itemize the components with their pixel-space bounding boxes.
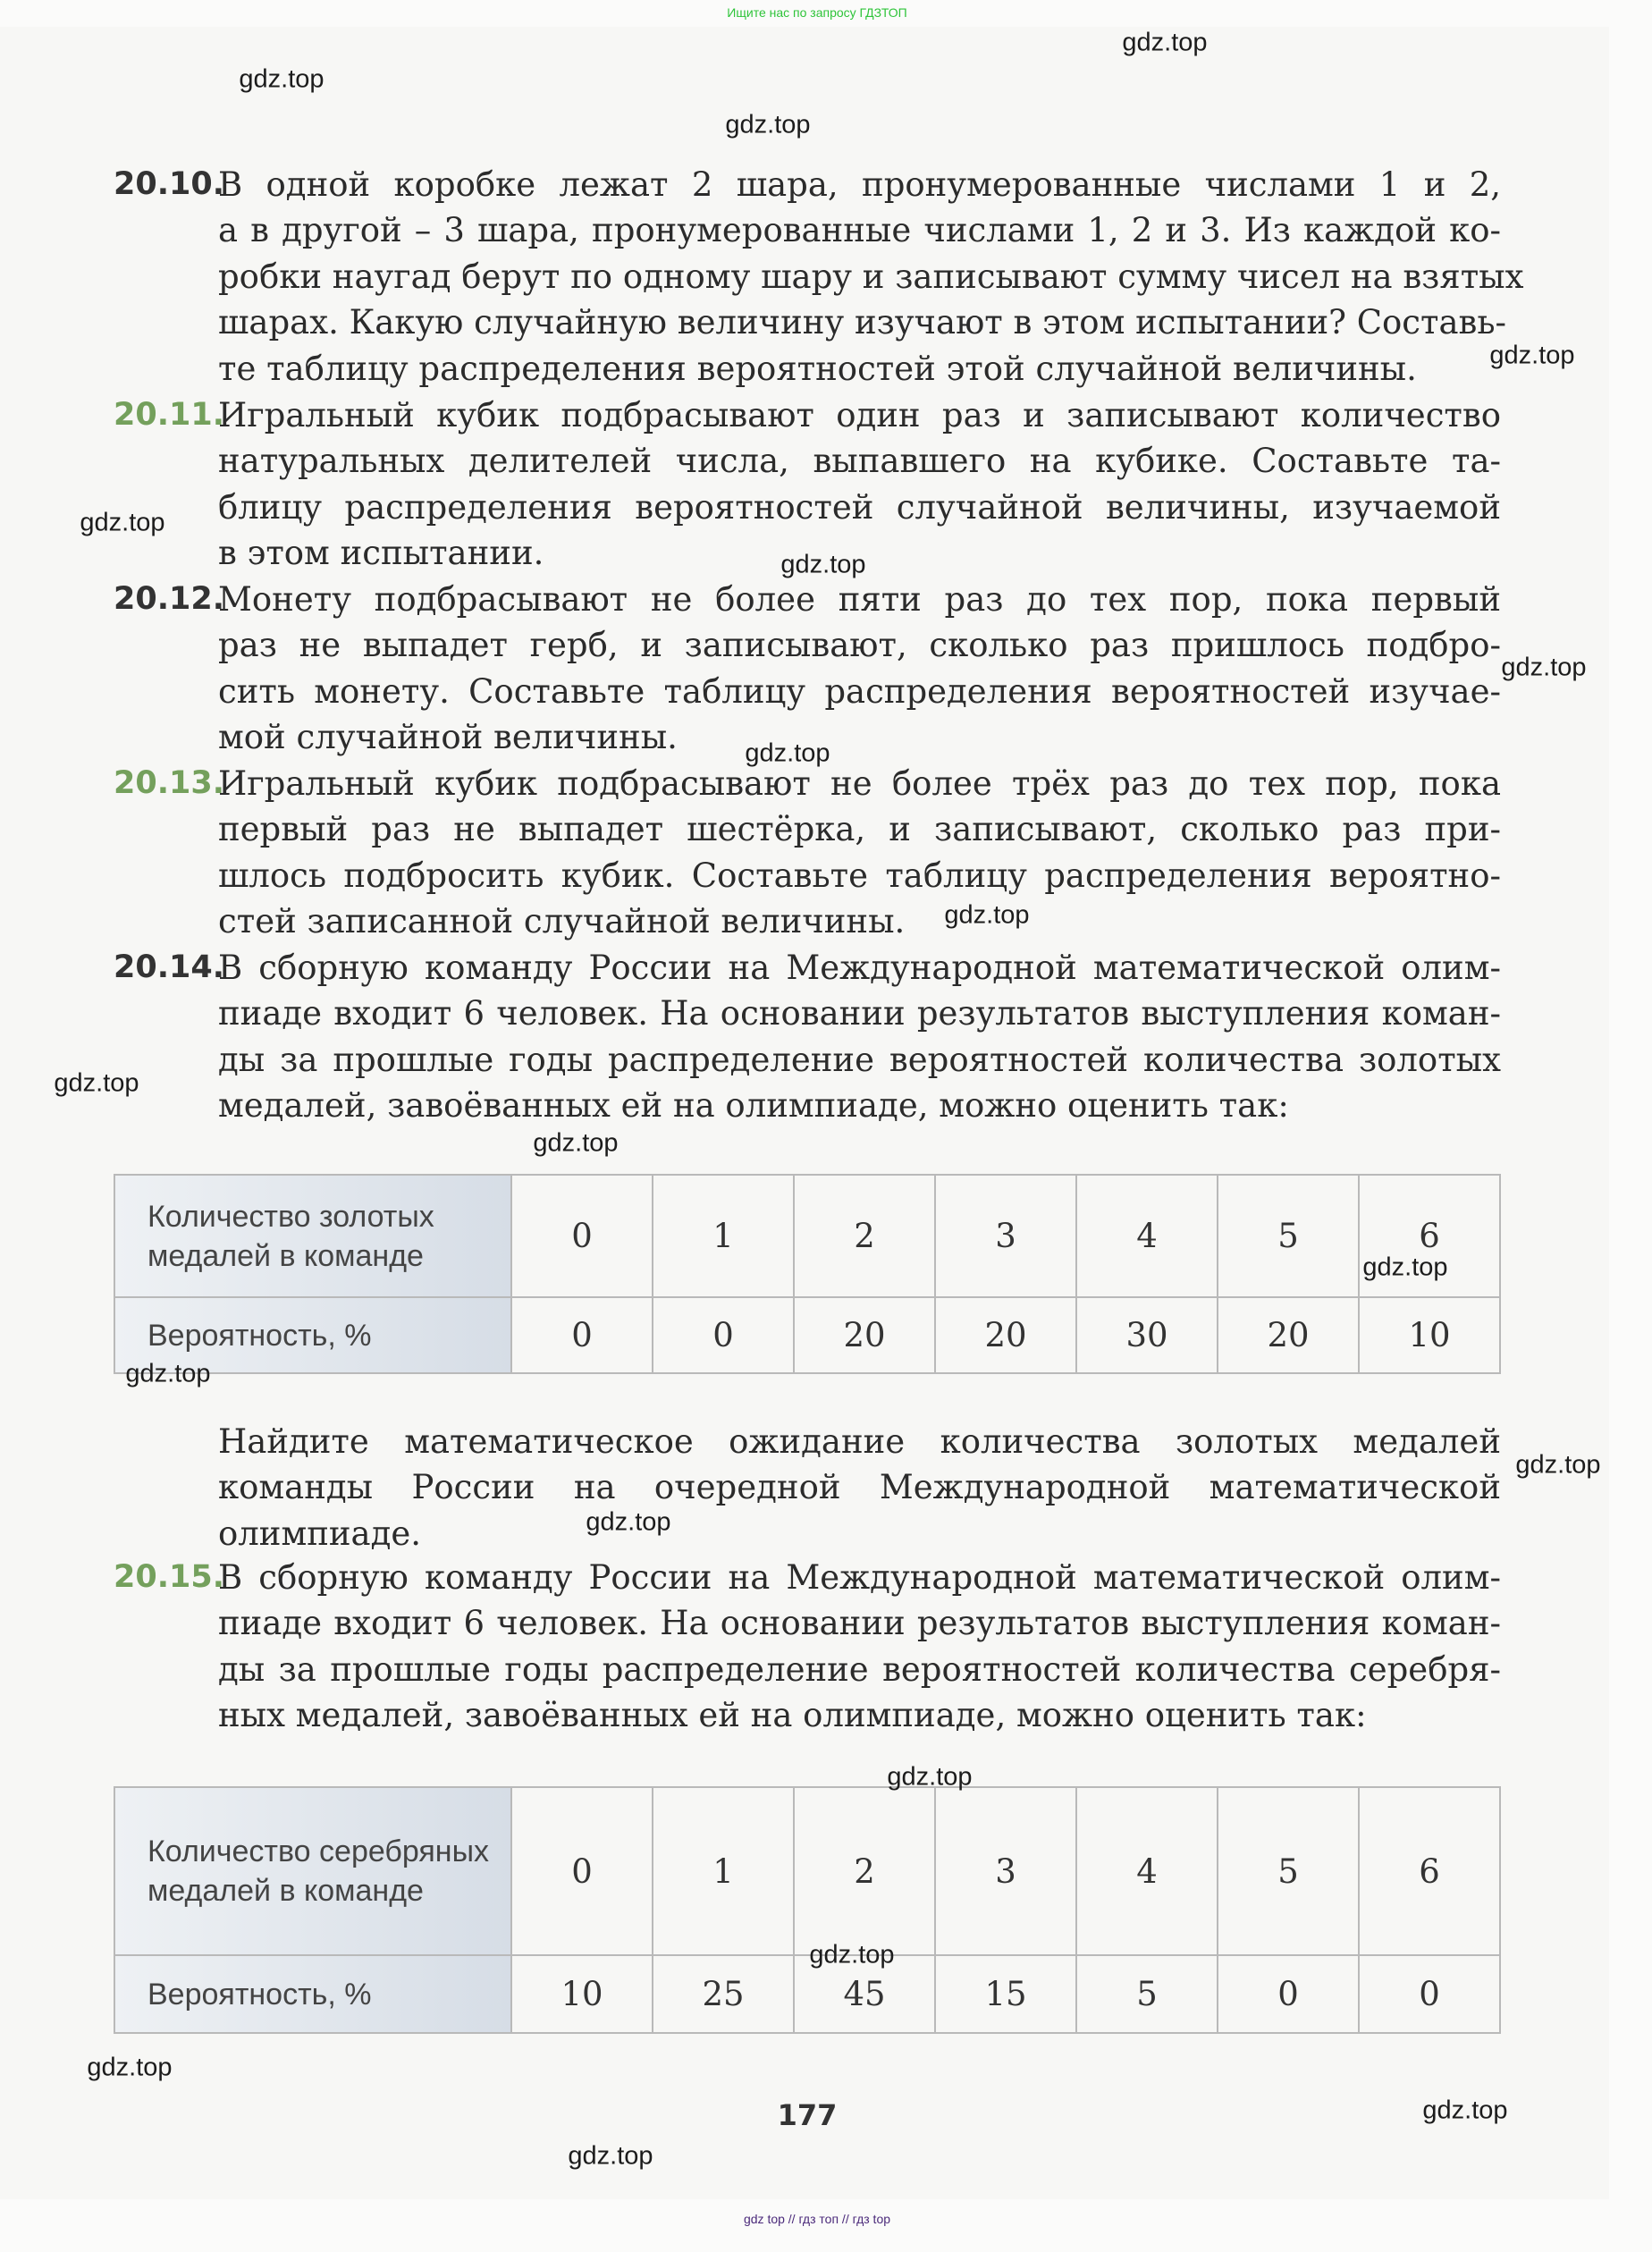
probability-cell: 15 bbox=[935, 1955, 1076, 2033]
watermark: gdz.top bbox=[1422, 2096, 1508, 2125]
text-line: сить монету. Составьте таблицу распределения вероятностей изучае- bbox=[218, 671, 1501, 711]
silver-medals-table bbox=[114, 1786, 1501, 2034]
problem-number: 20.12. bbox=[114, 581, 225, 617]
text-line: В сборную команду России на Международной математической олим- bbox=[218, 1558, 1501, 1597]
text-line: В одной коробке лежат 2 шара, пронумерованные числами 1 и 2, bbox=[218, 165, 1501, 204]
watermark: gdz.top bbox=[54, 1068, 139, 1098]
problem-number: 20.15. bbox=[114, 1559, 225, 1595]
problem-20-15 bbox=[114, 1555, 1501, 1739]
text-line: стей записанной случайной величины. bbox=[218, 902, 906, 941]
watermark: gdz.top bbox=[1122, 28, 1208, 57]
value-cell: 1 bbox=[653, 1175, 794, 1297]
text-line: те таблицу распределения вероятностей этой случайной величины. bbox=[218, 349, 1417, 388]
watermark: gdz.top bbox=[239, 64, 324, 94]
probability-cell: 0 bbox=[511, 1297, 653, 1373]
text-line: мой случайной величины. bbox=[218, 718, 678, 757]
probability-cell: 20 bbox=[794, 1297, 935, 1373]
text-line: пиаде входит 6 человек. На основании результатов выступления коман- bbox=[218, 1604, 1501, 1643]
value-cell: 2 bbox=[794, 1787, 935, 1955]
footer-note: gdz top // гдз топ // гдз top bbox=[743, 2212, 891, 2226]
watermark: gdz.top bbox=[1489, 341, 1575, 370]
problem-20-12 bbox=[114, 577, 1501, 761]
value-cell: 0 bbox=[511, 1175, 653, 1297]
problem-20-11 bbox=[114, 392, 1501, 577]
text-line: первый раз не выпадет шестёрка, и записывают, сколько раз при- bbox=[218, 810, 1501, 849]
watermark: gdz.top bbox=[944, 900, 1030, 930]
problem-20-14 bbox=[114, 945, 1501, 1129]
row-label: Вероятность, % bbox=[114, 1955, 511, 2033]
problem-20-14-question bbox=[114, 1419, 1501, 1556]
probability-cell: 30 bbox=[1076, 1297, 1218, 1373]
row-label: Вероятность, % bbox=[114, 1297, 511, 1373]
watermark: gdz.top bbox=[87, 2053, 173, 2082]
probability-cell: 10 bbox=[511, 1955, 653, 2033]
watermark: gdz.top bbox=[1362, 1253, 1448, 1282]
text-line: робки наугад берут по одному шару и записывают сумму чисел на взятых bbox=[218, 257, 1524, 296]
watermark: gdz.top bbox=[887, 1762, 973, 1792]
value-cell: 0 bbox=[511, 1787, 653, 1955]
probability-cell: 0 bbox=[1218, 1955, 1359, 2033]
value-cell: 6 bbox=[1359, 1175, 1500, 1297]
text-line: натуральных делителей числа, выпавшего на кубике. Составьте та- bbox=[218, 442, 1501, 481]
watermark: gdz.top bbox=[780, 550, 866, 579]
watermark: gdz.top bbox=[725, 110, 811, 139]
watermark: gdz.top bbox=[1515, 1450, 1601, 1480]
value-cell: 3 bbox=[935, 1175, 1076, 1297]
value-cell: 5 bbox=[1218, 1175, 1359, 1297]
text-line: Найдите математическое ожидание количества золотых медалей bbox=[218, 1422, 1501, 1461]
problem-20-10 bbox=[114, 162, 1524, 392]
probability-cell: 0 bbox=[1359, 1955, 1500, 2033]
row-label: Количество золотых медалей в команде bbox=[114, 1175, 511, 1297]
value-cell: 6 bbox=[1359, 1787, 1500, 1955]
watermark: gdz.top bbox=[745, 738, 830, 768]
row-label: Количество серебряных медалей в команде bbox=[114, 1787, 511, 1955]
value-cell: 1 bbox=[653, 1787, 794, 1955]
value-cell: 4 bbox=[1076, 1175, 1218, 1297]
text-line: В сборную команду России на Международной математической олим- bbox=[218, 949, 1501, 987]
probability-cell: 20 bbox=[935, 1297, 1076, 1373]
header-note: Ищите нас по запросу ГДЗТОП bbox=[727, 5, 907, 20]
text-line: шарах. Какую случайную величину изучают в этом испытании? Составь- bbox=[218, 303, 1507, 342]
text-line: пиаде входит 6 человек. На основании результатов выступления коман- bbox=[218, 994, 1501, 1033]
text-line: команды России на очередной Международной математической bbox=[218, 1468, 1501, 1507]
text-line: шлось подбросить кубик. Составьте таблицу распределения вероятно- bbox=[218, 856, 1501, 895]
text-line: Игральный кубик подбрасывают не более трёх раз до тех пор, пока bbox=[218, 764, 1501, 803]
text-line: Монету подбрасывают не более пяти раз до тех пор, пока первый bbox=[218, 580, 1501, 619]
watermark: gdz.top bbox=[533, 1128, 619, 1158]
probability-cell: 20 bbox=[1218, 1297, 1359, 1373]
watermark: gdz.top bbox=[125, 1359, 211, 1388]
probability-cell: 5 bbox=[1076, 1955, 1218, 2033]
watermark: gdz.top bbox=[586, 1507, 671, 1537]
text-line: ды за прошлые годы распределение вероятностей количества серебря- bbox=[218, 1649, 1501, 1689]
value-cell: 5 bbox=[1218, 1787, 1359, 1955]
text-line: ных медалей, завоёванных ей на олимпиаде, можно оценить так: bbox=[218, 1696, 1367, 1735]
text-line: в этом испытании. bbox=[218, 534, 544, 573]
text-line: олимпиаде. bbox=[218, 1514, 422, 1553]
page-number: 177 bbox=[777, 2098, 838, 2132]
probability-cell: 45 bbox=[794, 1955, 935, 2033]
probability-cell: 10 bbox=[1359, 1297, 1500, 1373]
probability-cell: 25 bbox=[653, 1955, 794, 2033]
watermark: gdz.top bbox=[1501, 653, 1587, 682]
gold-medals-table bbox=[114, 1174, 1501, 1374]
problem-number: 20.13. bbox=[114, 765, 225, 801]
watermark: gdz.top bbox=[80, 508, 165, 537]
text-line: Игральный кубик подбрасывают один раз и записывают количество bbox=[218, 396, 1501, 434]
problem-number: 20.14. bbox=[114, 949, 225, 985]
value-cell: 4 bbox=[1076, 1787, 1218, 1955]
problem-number: 20.11. bbox=[114, 397, 225, 433]
text-line: а в другой – 3 шара, пронумерованные числами 1, 2 и 3. Из каждой ко- bbox=[218, 211, 1501, 250]
text-line: блицу распределения вероятностей случайной величины, изучаемой bbox=[218, 487, 1501, 527]
watermark: gdz.top bbox=[809, 1940, 895, 1969]
text-line: ды за прошлые годы распределение вероятностей количества золотых bbox=[218, 1040, 1501, 1079]
text-line: раз не выпадет герб, и записывают, сколько раз пришлось подбро- bbox=[218, 626, 1501, 665]
problem-20-13 bbox=[114, 761, 1501, 945]
value-cell: 3 bbox=[935, 1787, 1076, 1955]
text-line: медалей, завоёванных ей на олимпиаде, можно оценить так: bbox=[218, 1086, 1289, 1126]
value-cell: 2 bbox=[794, 1175, 935, 1297]
problem-number: 20.10. bbox=[114, 166, 225, 202]
watermark: gdz.top bbox=[568, 2141, 653, 2171]
probability-cell: 0 bbox=[653, 1297, 794, 1373]
